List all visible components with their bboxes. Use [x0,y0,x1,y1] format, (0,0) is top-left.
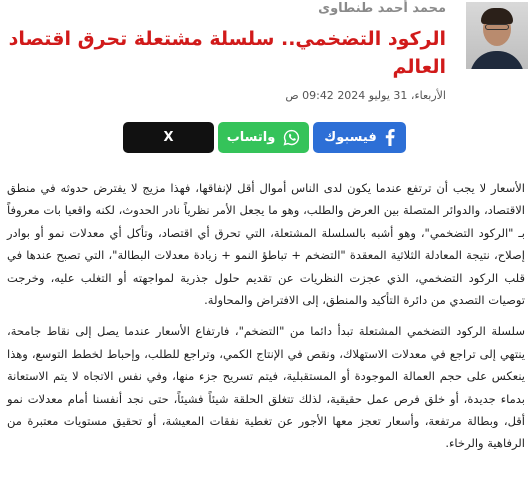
article-paragraph: الأسعار لا يجب أن ترتفع عندما يكون لدى الناس أموال أقل لإنفاقها، فهذا مزيج لا يفترض حدوثه في منطق الاقتصاد، والدوائر المتصلة بين العرض والطلب، وهو ما يجعل الأمر نظرياً نادر الحدوث، لكنه واقعيا بات معروفاً بـ "الركود التضخمي"، وهو أشبه بالسلسلة المشتعلة، التي تحرق أي اقتصاد، وتأكل أي معدلات نمو أو بوادر إصلاح، نتيجة المعادلة الثلاثية المعقدة "التضخم + تباطؤ النمو + زيادة معدلات البطالة"، التي تصبح عندها في قلب الركود التضخمي، الذي عجزت النظريات عن تقديم حلول جذرية لمواجهته أو التغلب عليه، وخرجت توصيات التصدي من دائرة التأكيد والمنطق، إلى الافتراض والمحاولة. [7,181,525,308]
whatsapp-icon [283,129,300,146]
whatsapp-share-button[interactable] [218,122,309,153]
share-bar [123,122,406,153]
author-avatar[interactable] [466,2,528,69]
x-share-label: X [163,130,174,145]
publish-date: الأربعاء، 31 يوليو 2024 09:42 ص [285,89,446,102]
article-title: الركود التضخمي.. سلسلة مشتعلة تحرق اقتصاد العالم [8,28,446,78]
avatar-glasses [485,24,509,30]
article-paragraph: سلسلة الركود التضخمي المشتعلة تبدأ دائما من "التضخم"، فارتفاع الأسعار عندما يصل إلى نقاط جامحة، ينتهي إلى تراجع في معدلات الاستهلاك، ونقص في الإنتاج الكمي، وتراجع للطلب، وإحباط لخطط التوسع، وهذا ينعكس على حجم العمالة الموجودة أو المستقبلية، فيتم تسريح جزء منها، وفي نفس الاتجاه لا يتم الاستعانة بدماء جديدة، أو خلق فرص عمل حقيقية، لذلك تتغلق الحلقة شيئاً فشيئاً، حتى نجد أنفسنا أمام معدلات نمو أقل، وبطالة مرتفعة، وأسعار تعجز معها الأجور عن تغطية نفقات المعيشة، أو تحقيق مستويات معتبرة من الرفاهية والرخاء. [7,324,525,451]
facebook-share-label: فيسبوك [324,130,377,145]
facebook-icon [385,129,395,146]
article-body [7,177,525,464]
avatar-hair [481,8,513,24]
x-share-button[interactable] [123,122,214,153]
article-header [0,0,530,115]
avatar-shoulders [470,51,524,69]
author-name[interactable]: محمد أحمد طنطاوى [318,1,446,16]
whatsapp-share-label: واتساب [226,130,276,145]
facebook-share-button[interactable] [313,122,406,153]
